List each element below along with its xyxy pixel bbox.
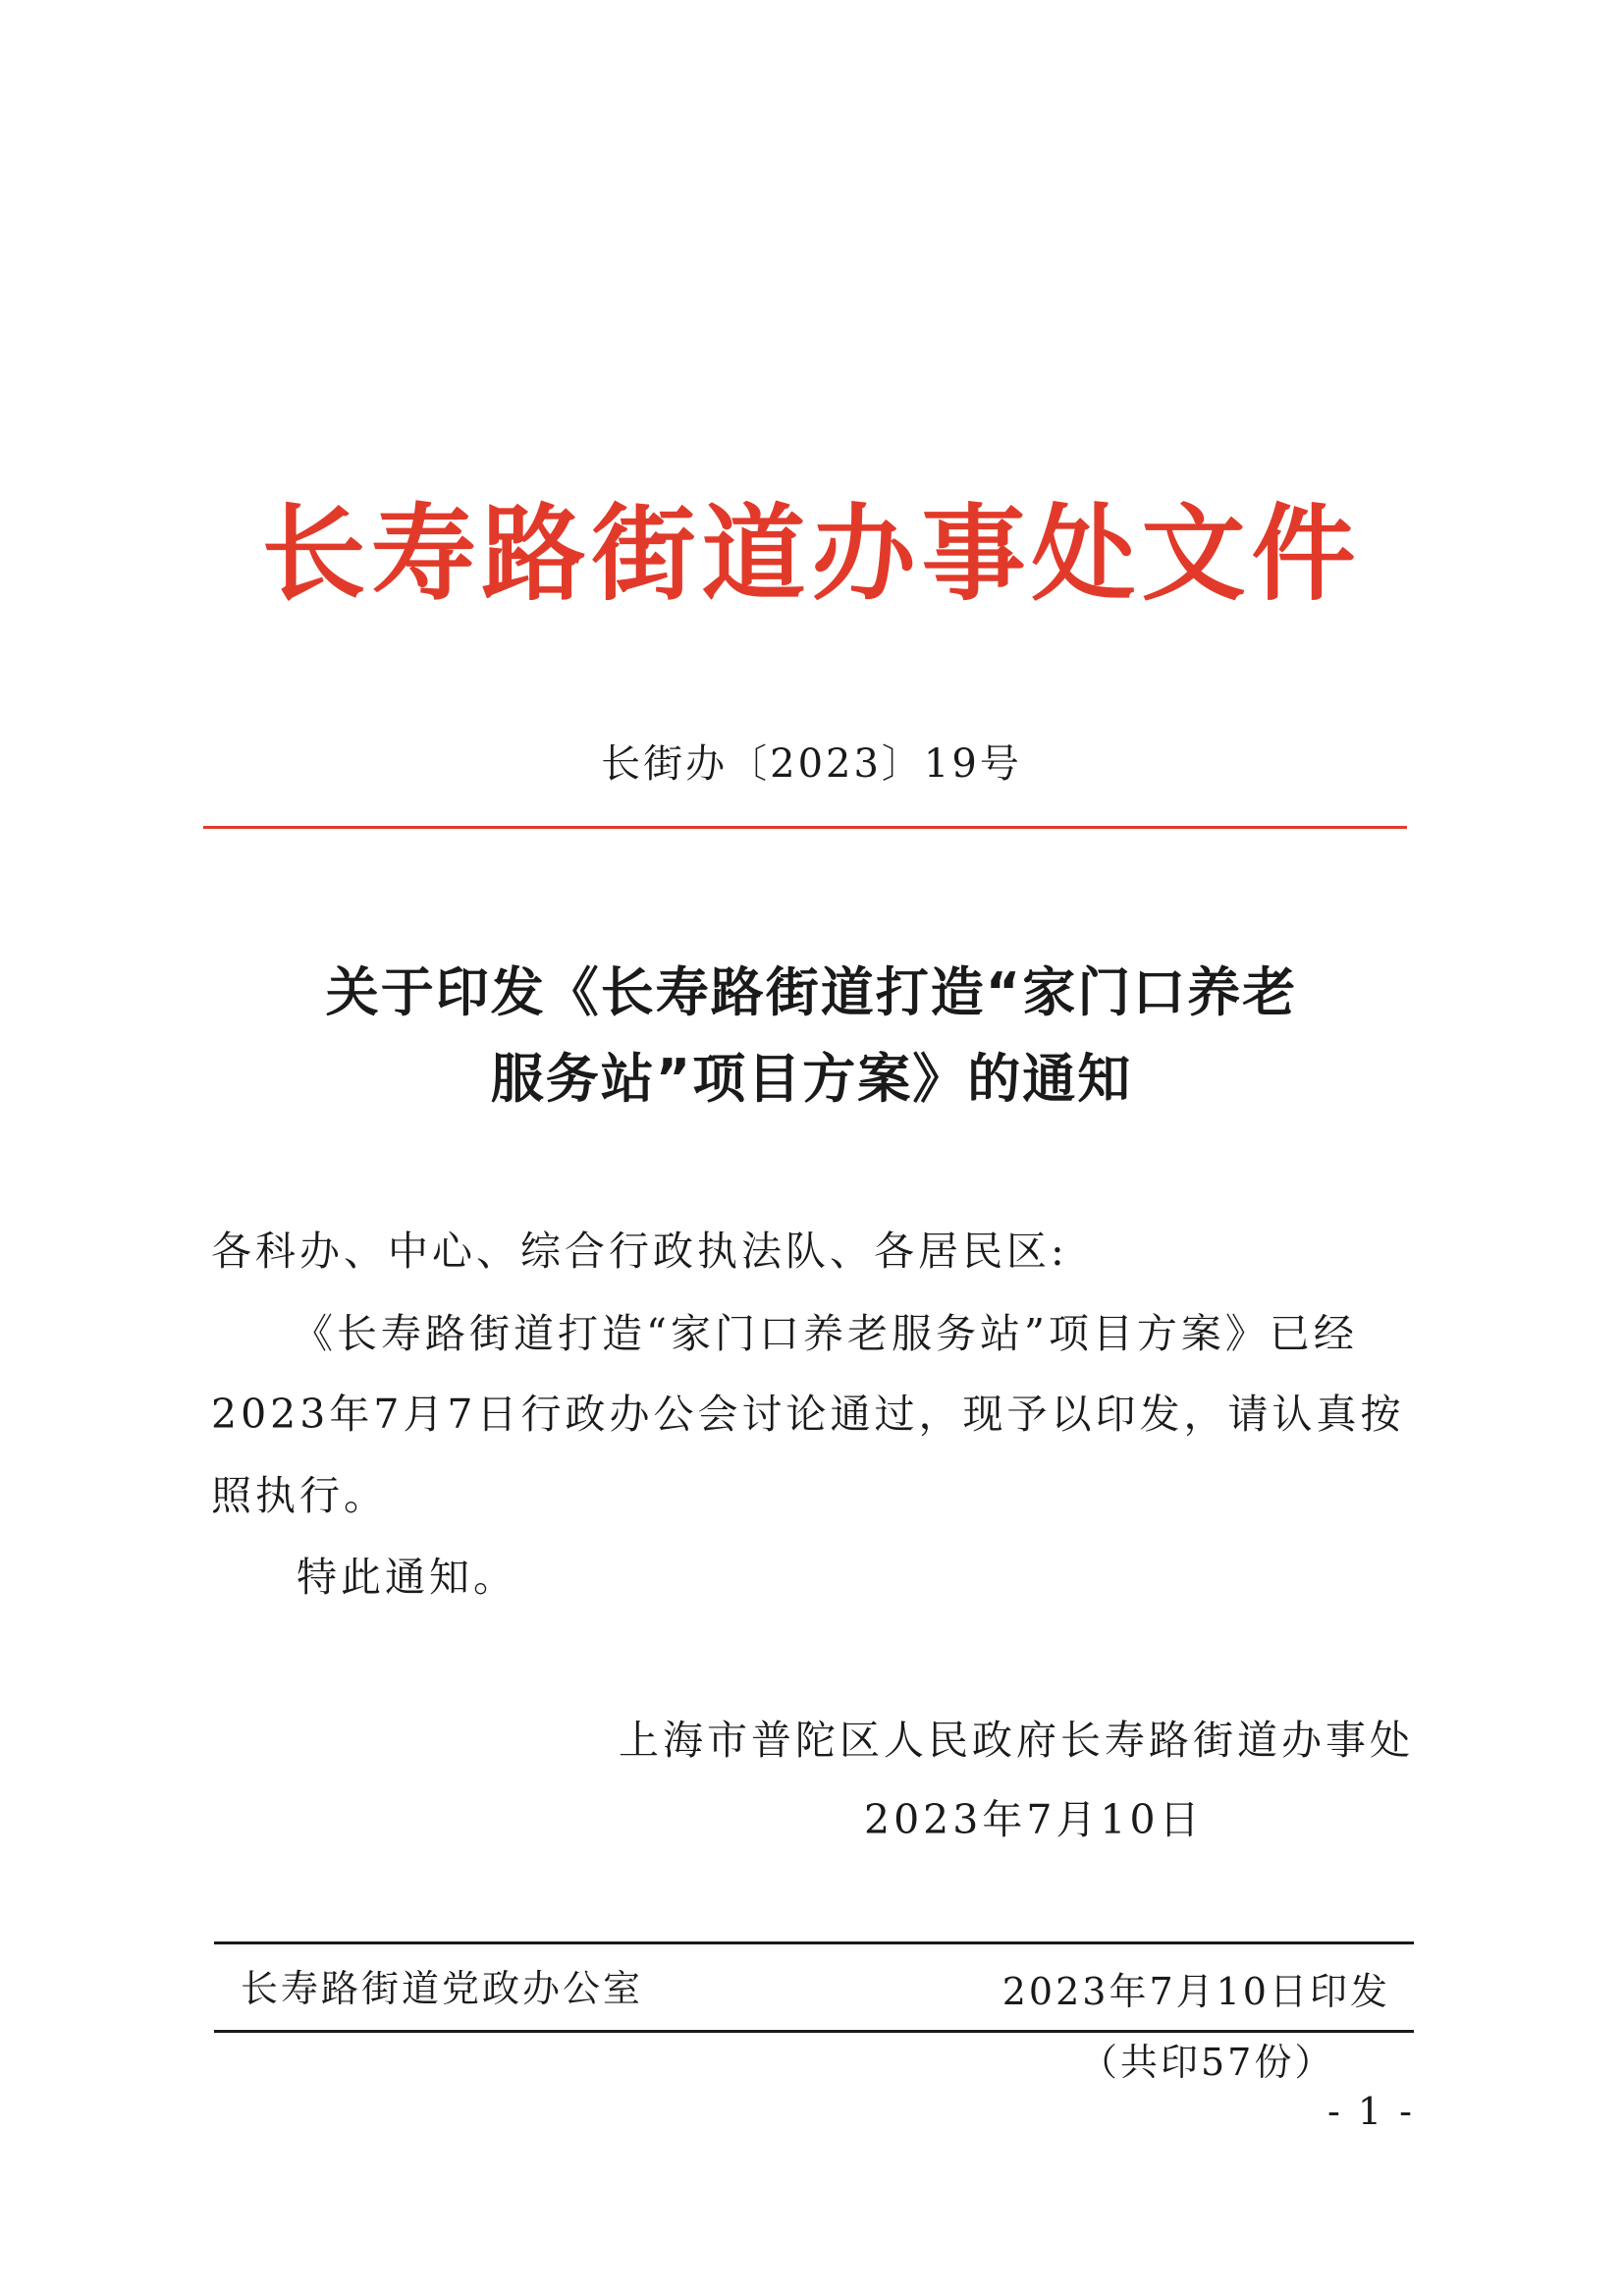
- page-number: - 1 -: [1326, 2090, 1415, 2133]
- footer-copies: （共印57份）: [1080, 2041, 1335, 2084]
- footer-office: 长寿路街道党政办公室: [241, 1967, 644, 2010]
- body-paragraph-line3: 照执行。: [211, 1472, 388, 1519]
- document-number: 长街办〔2023〕19号: [601, 741, 1022, 787]
- masthead-title: 长寿路街道办事处文件: [261, 494, 1362, 615]
- closing-text: 特此通知。: [297, 1554, 517, 1601]
- footer-bottom-rule: [214, 2030, 1414, 2033]
- footer-top-rule: [214, 1941, 1414, 1944]
- red-divider: [203, 826, 1407, 829]
- notice-title-line2: 服务站”项目方案》的通知: [490, 1048, 1133, 1110]
- footer-issue-date: 2023年7月10日印发: [1001, 1970, 1390, 2013]
- body-paragraph-line1: 《长寿路街道打造“家门口养老服务站”项目方案》已经: [293, 1310, 1358, 1357]
- body-paragraph-line2: 2023年7月7日行政办公会讨论通过，现予以印发，请认真按: [211, 1391, 1405, 1438]
- notice-title-line1: 关于印发《长寿路街道打造“家门口养老: [325, 961, 1298, 1023]
- signature-date: 2023年7月10日: [864, 1796, 1204, 1843]
- salutation: 各科办、中心、综合行政执法队、各居民区:: [211, 1228, 1068, 1275]
- issuer-name: 上海市普陀区人民政府长寿路街道办事处: [619, 1717, 1414, 1764]
